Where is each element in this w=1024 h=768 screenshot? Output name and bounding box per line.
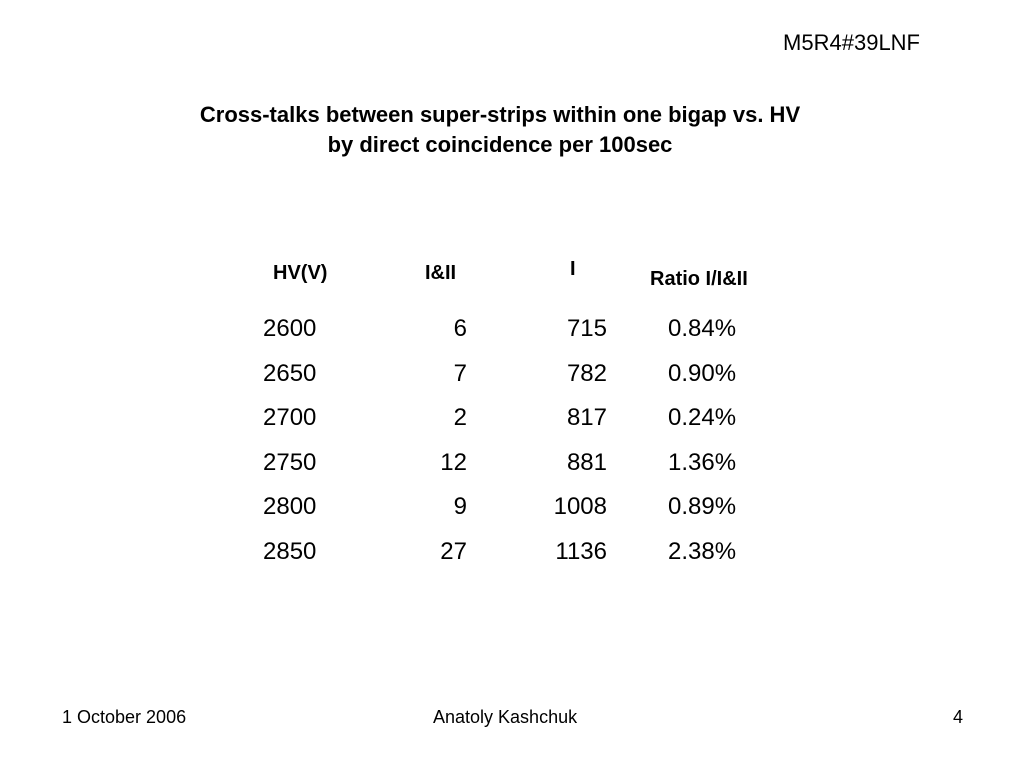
header-hv: HV(V) xyxy=(273,262,328,284)
cell-ratio: 0.84% xyxy=(668,315,737,342)
cell-i-and-ii: 12 xyxy=(440,448,467,476)
cell-i-and-ii: 6 xyxy=(453,315,467,342)
footer-author: Anatoly Kashchuk xyxy=(433,707,578,727)
cell-i: 817 xyxy=(566,404,607,431)
title-line-1: Cross-talks between super-strips within one bigap vs. HV xyxy=(199,102,801,127)
cell-i: 715 xyxy=(566,315,607,342)
cell-ratio: 1.36% xyxy=(668,448,737,476)
footer-page-number: 4 xyxy=(953,707,964,727)
cell-i: 1008 xyxy=(553,493,607,520)
header-i-and-ii: I&II xyxy=(425,262,457,284)
cell-i: 1136 xyxy=(555,537,607,565)
cell-ratio: 0.24% xyxy=(668,404,737,431)
slide-title xyxy=(0,100,1000,160)
cell-i-and-ii: 7 xyxy=(453,359,467,387)
cell-hv: 2850 xyxy=(263,537,317,565)
slide-id: M5R4#39LNF xyxy=(783,30,920,55)
cell-hv: 2700 xyxy=(263,404,317,431)
cell-i-and-ii: 2 xyxy=(453,404,467,431)
cell-i-and-ii: 9 xyxy=(453,493,467,520)
title-line-2: by direct coincidence per 100sec xyxy=(327,132,673,157)
cell-hv: 2750 xyxy=(263,448,317,476)
footer-date: 1 October 2006 xyxy=(62,707,187,727)
header-i: I xyxy=(570,258,576,280)
cell-i: 782 xyxy=(566,359,607,387)
cell-ratio: 0.89% xyxy=(668,493,737,520)
cell-hv: 2800 xyxy=(263,493,317,520)
cell-ratio: 2.38% xyxy=(668,537,737,565)
cell-hv: 2600 xyxy=(263,315,317,342)
cell-i: 881 xyxy=(566,448,607,476)
cell-i-and-ii: 27 xyxy=(440,537,467,565)
header-ratio: Ratio I/I&II xyxy=(650,268,748,290)
cell-ratio: 0.90% xyxy=(668,359,737,387)
cell-hv: 2650 xyxy=(263,359,317,387)
